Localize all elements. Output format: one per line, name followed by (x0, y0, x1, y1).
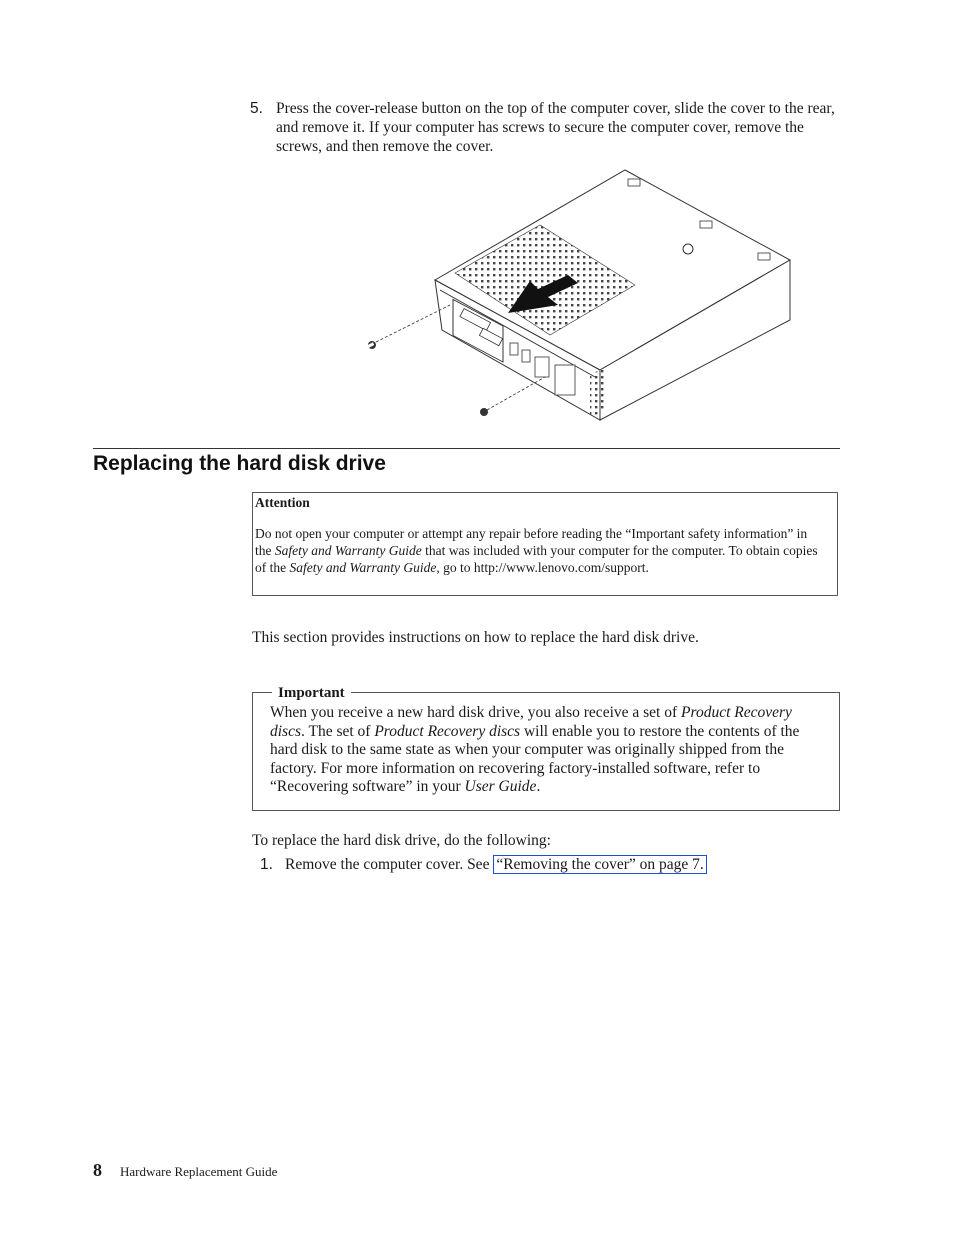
intro-paragraph: This section provides instructions on how to replace the hard disk drive. (252, 629, 699, 646)
computer-chassis-illustration (360, 165, 800, 425)
step-number: 1. (260, 856, 273, 873)
attention-text: Do not open your computer or attempt any repair before reading the “Important safety information” in the Safety and Warranty Guide that was included with your computer for the computer. To obtain copies of the Safety and Warranty Guide, go to http://www.lenovo.com/support. (255, 526, 818, 575)
footer-title: Hardware Replacement Guide (120, 1164, 278, 1179)
cover-release-button-icon (683, 244, 693, 254)
removing-cover-link[interactable]: “Removing the cover” on page 7. (493, 855, 706, 874)
important-title: Important (272, 685, 351, 702)
procedure-lead: To replace the hard disk drive, do the following: (252, 832, 551, 849)
section-rule (93, 448, 840, 449)
screw-icon (368, 341, 488, 416)
section-heading: Replacing the hard disk drive (93, 452, 386, 475)
step-text: Press the cover-release button on the top of the computer cover, slide the cover to the rear, and remove it. If your computer has screws to secure the computer cover, remove the screws, and then remove the cover. (276, 100, 835, 155)
attention-title: Attention (255, 495, 310, 510)
step-text: Remove the computer cover. See “Removing the cover” on page 7. (285, 856, 707, 874)
page-number: 8 (93, 1160, 102, 1180)
step-number: 5. (250, 100, 263, 117)
computer-cover-removal-figure (360, 165, 800, 425)
important-text: When you receive a new hard disk drive, you also receive a set of Product Recovery discs. The set of Product Recovery discs will enable you to restore the contents of the hard disk to the same state as when your computer was originally shipped from the factory. For more information on recovering factory-installed software, refer to “Recovering software” in your User Guide. (270, 704, 800, 796)
